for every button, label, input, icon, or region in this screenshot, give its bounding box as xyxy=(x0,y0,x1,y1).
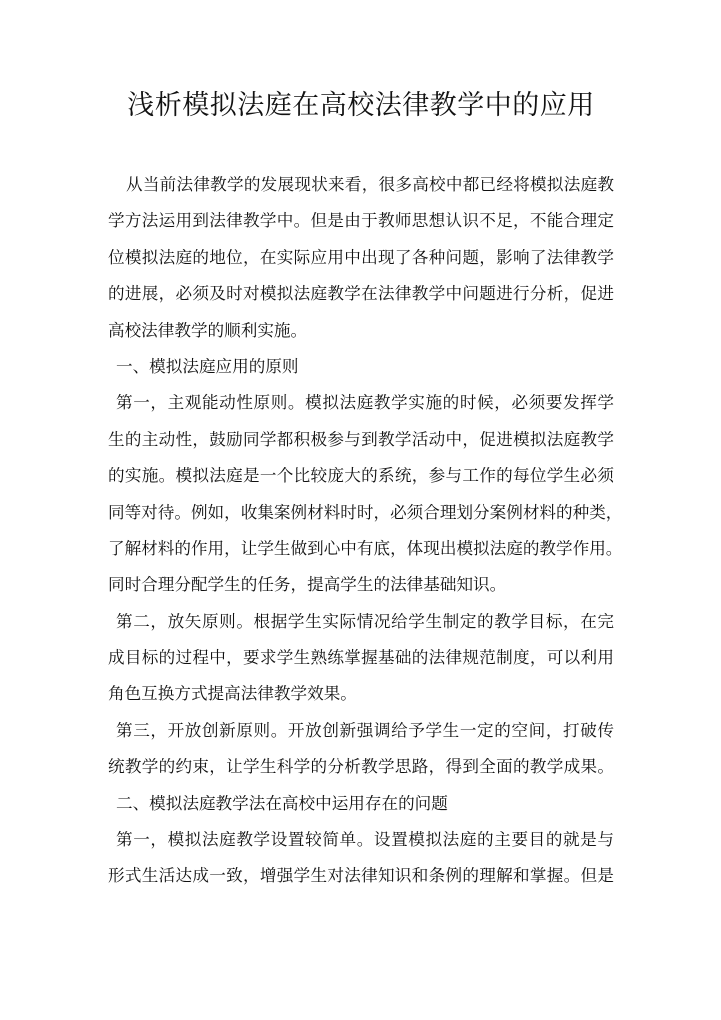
principle-1-line: 第一，主观能动性原则。模拟法庭教学实施的时候，必须要发挥学 xyxy=(116,393,614,413)
section-heading-2: 二、模拟法庭教学法在高校中运用存在的问题 xyxy=(116,793,448,813)
intro-paragraph-line: 高校法律教学的顺利实施。 xyxy=(108,320,308,340)
principle-3-line: 统教学的约束，让学生科学的分析教学思路，得到全面的教学成果。 xyxy=(108,757,614,777)
principle-2-line: 成目标的过程中，要求学生熟练掌握基础的法律规范制度，可以利用 xyxy=(108,648,614,668)
intro-paragraph-line: 的进展，必须及时对模拟法庭教学在法律教学中问题进行分析，促进 xyxy=(108,284,614,304)
problem-1-line: 形式生活达成一致，增强学生对法律知识和条例的理解和掌握。但是 xyxy=(108,866,614,886)
intro-paragraph-line: 从当前法律教学的发展现状来看，很多高校中都已经将模拟法庭教 xyxy=(126,175,614,194)
intro-paragraph-line: 位模拟法庭的地位，在实际应用中出现了各种问题，影响了法律教学 xyxy=(108,247,614,267)
principle-3-line: 第三，开放创新原则。开放创新强调给予学生一定的空间，打破传 xyxy=(116,720,614,740)
principle-1-line: 同等对待。例如，收集案例材料时时，必须合理划分案例材料的种类， xyxy=(108,502,623,522)
intro-paragraph-line: 学方法运用到法律教学中。但是由于教师思想认识不足，不能合理定 xyxy=(108,211,614,231)
problem-1-line: 第一，模拟法庭教学设置较简单。设置模拟法庭的主要目的就是与 xyxy=(116,830,614,850)
principle-2-line: 第二，放矢原则。根据学生实际情况给学生制定的教学目标，在完 xyxy=(116,611,614,631)
document-title: 浅析模拟法庭在高校法律教学中的应用 xyxy=(127,90,595,121)
document-body xyxy=(108,167,623,895)
section-heading-1: 一、模拟法庭应用的原则 xyxy=(116,356,299,376)
principle-1-line: 生的主动性，鼓励同学都积极参与到教学活动中，促进模拟法庭教学 xyxy=(108,429,614,449)
principle-1-line: 了解材料的作用，让学生做到心中有底，体现出模拟法庭的教学作用。 xyxy=(108,538,623,558)
principle-1-line: 的实施。模拟法庭是一个比较庞大的系统，参与工作的每位学生必须 xyxy=(108,466,614,486)
principle-2-line: 角色互换方式提高法律教学效果。 xyxy=(108,684,357,704)
principle-1-line: 同时合理分配学生的任务，提高学生的法律基础知识。 xyxy=(108,575,507,595)
